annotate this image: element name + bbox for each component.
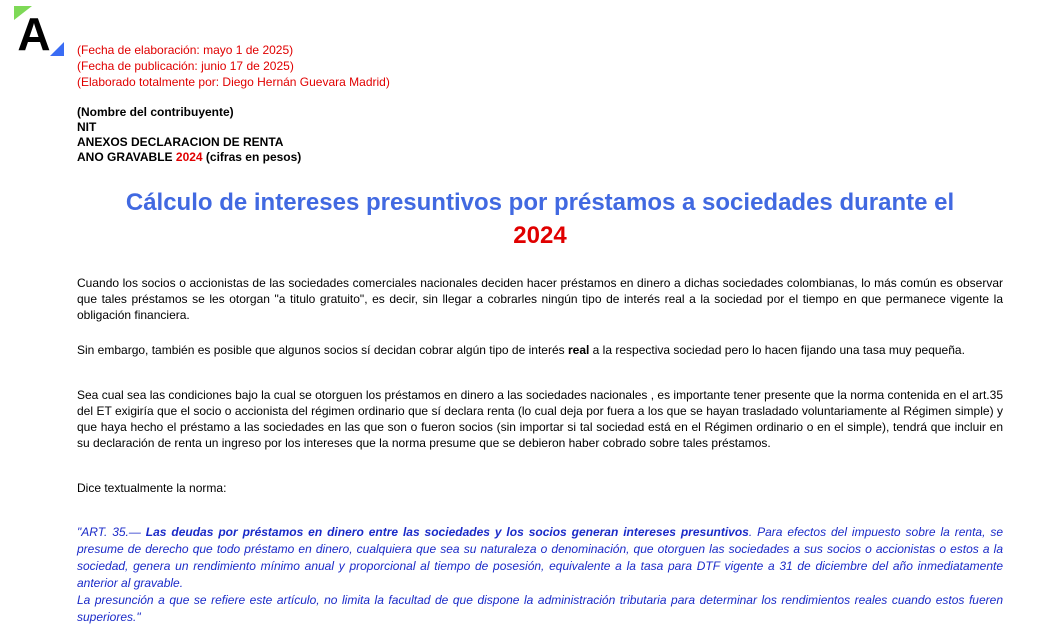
paragraph-1: Cuando los socios o accionistas de las sociedades comerciales nacionales deciden hacer préstamos en dinero a dichas sociedades colombianas, lo más común es observar que tales préstamos se les otorgan "a titulo gratuito", es decir, sin llegar a cobrarles ningún tipo de interés real a la sociedad por el tiempo en que permanece vigente la obligación financiera. (77, 276, 1003, 322)
fecha-elaboracion: (Fecha de elaboración: mayo 1 de 2025) (77, 43, 294, 57)
quote-paragraph-1: "ART. 35.— Las deudas por préstamos en dinero entre las sociedades y los socios generan intereses presuntivos. Para efectos del impuesto sobre la renta, se presume de derecho que todo préstamo en dinero, cualquiera que sea su naturaleza o denominación, que otorguen las sociedades a sus socios o accionistas o estos a la sociedad, genera un rendimiento mínimo anual y proporcional al tiempo de posesión, equivalente a la tasa para DTF vigente a 31 de diciembre del año inmediatamente anterior al gravable. (77, 525, 1004, 590)
document-meta (77, 42, 390, 90)
autor: (Elaborado totalmente por: Diego Hernán Guevara Madrid) (77, 75, 390, 89)
fecha-publicacion: (Fecha de publicación: junio 17 de 2025) (77, 59, 294, 73)
quote-paragraph-2: La presunción a que se refiere este artículo, no limita la facultad de que dispone la administración tributaria para determinar los rendimientos reales cuando estos fueren superiores." (77, 593, 1003, 624)
paragraph-4: Dice textualmente la norma: (77, 481, 227, 495)
quote-bold: Las deudas por préstamos en dinero entre las sociedades y los socios generan intereses presuntivos (145, 525, 749, 539)
ano-gravable-year: 2024 (175, 150, 203, 164)
company-logo (14, 6, 68, 60)
article-quote (77, 524, 1003, 626)
page-title (77, 186, 1003, 252)
contribuyente-header (77, 105, 301, 165)
ano-gravable: ANO GRAVABLE 2024 (cifras en pesos) (77, 150, 302, 164)
paragraph-3: Sea cual sea las condiciones bajo la cual se otorguen los préstamos en dinero a las sociedades nacionales , es importante tener presente que la norma contenida en el art.35 del ET exigiría que el socio o accionista del régimen ordinario que sí declara renta (lo cual deja por fuera a los que se hayan trasladado voluntariamente al Régimen simple) y que haya hecho el préstamo a las sociedades en las que son o fueron socios (sin importar si tal sociedad está en el Régimen ordinario o en el simple), tendrá que incluir en su declaración de renta un ingreso por los intereses que la norma presume que se debieron haber cobrado sobre tales préstamos. (77, 388, 1003, 450)
paragraph-2-bold: real (567, 343, 590, 357)
logo-letter: A (17, 8, 51, 60)
logo-blue-accent (50, 42, 64, 56)
anexos-label: ANEXOS DECLARACION DE RENTA (77, 135, 284, 149)
title-main: Cálculo de intereses presuntivos por préstamos a sociedades durante el (125, 189, 955, 216)
paragraph-2: Sin embargo, también es posible que algunos socios sí decidan cobrar algún tipo de interés real a la respectiva sociedad pero lo hacen fijando una tasa muy pequeña. (77, 343, 965, 357)
title-year: 2024 (513, 222, 567, 249)
contribuyente-nit: NIT (77, 120, 97, 134)
contribuyente-nombre: (Nombre del contribuyente) (77, 105, 234, 119)
